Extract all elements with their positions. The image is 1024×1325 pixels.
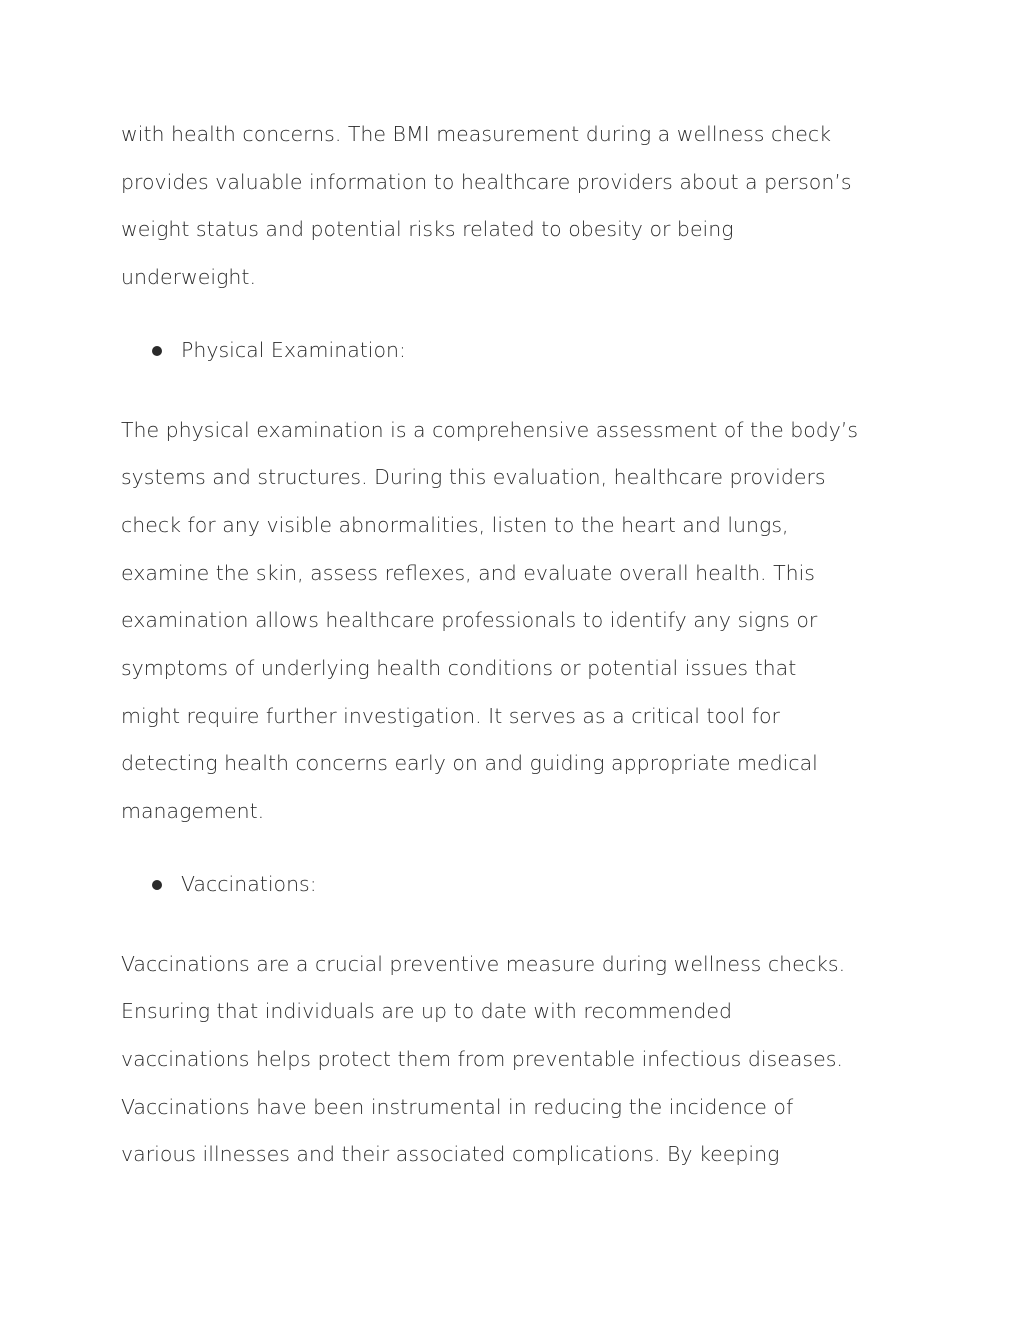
bullet-dot-icon bbox=[152, 880, 162, 890]
paragraph-2-line-1: The physical examination is a comprehensive assessment of the body’s bbox=[121, 418, 859, 442]
paragraph-2-line-4: examine the skin, assess reflexes, and evaluate overall health. This bbox=[121, 561, 815, 585]
paragraph-1-line-2: provides valuable information to healthcare providers about a person’s bbox=[121, 170, 852, 194]
paragraph-2-line-7: might require further investigation. It serves as a critical tool for bbox=[121, 704, 780, 728]
paragraph-2-line-5: examination allows healthcare professionals to identify any signs or bbox=[121, 608, 818, 632]
paragraph-1-line-3: weight status and potential risks related to obesity or being bbox=[121, 217, 734, 241]
bullet-physical-examination: Physical Examination: bbox=[181, 338, 406, 362]
paragraph-1-line-1: with health concerns. The BMI measurement during a wellness check bbox=[121, 122, 832, 146]
paragraph-3-line-4: Vaccinations have been instrumental in reducing the incidence of bbox=[121, 1095, 794, 1119]
paragraph-2-line-6: symptoms of underlying health conditions or potential issues that bbox=[121, 656, 797, 680]
paragraph-2-line-8: detecting health concerns early on and guiding appropriate medical bbox=[121, 751, 818, 775]
bullet-dot-icon bbox=[152, 346, 162, 356]
paragraph-3-line-3: vaccinations helps protect them from preventable infectious diseases. bbox=[121, 1047, 843, 1071]
paragraph-2-line-3: check for any visible abnormalities, listen to the heart and lungs, bbox=[121, 513, 789, 537]
paragraph-2-line-9: management. bbox=[121, 799, 265, 823]
paragraph-1-line-4: underweight. bbox=[121, 265, 256, 289]
paragraph-3-line-2: Ensuring that individuals are up to date with recommended bbox=[121, 999, 733, 1023]
paragraph-3-line-5: various illnesses and their associated complications. By keeping bbox=[121, 1142, 780, 1166]
paragraph-2-line-2: systems and structures. During this evaluation, healthcare providers bbox=[121, 465, 826, 489]
bullet-vaccinations: Vaccinations: bbox=[181, 872, 317, 896]
paragraph-3-line-1: Vaccinations are a crucial preventive measure during wellness checks. bbox=[121, 952, 846, 976]
